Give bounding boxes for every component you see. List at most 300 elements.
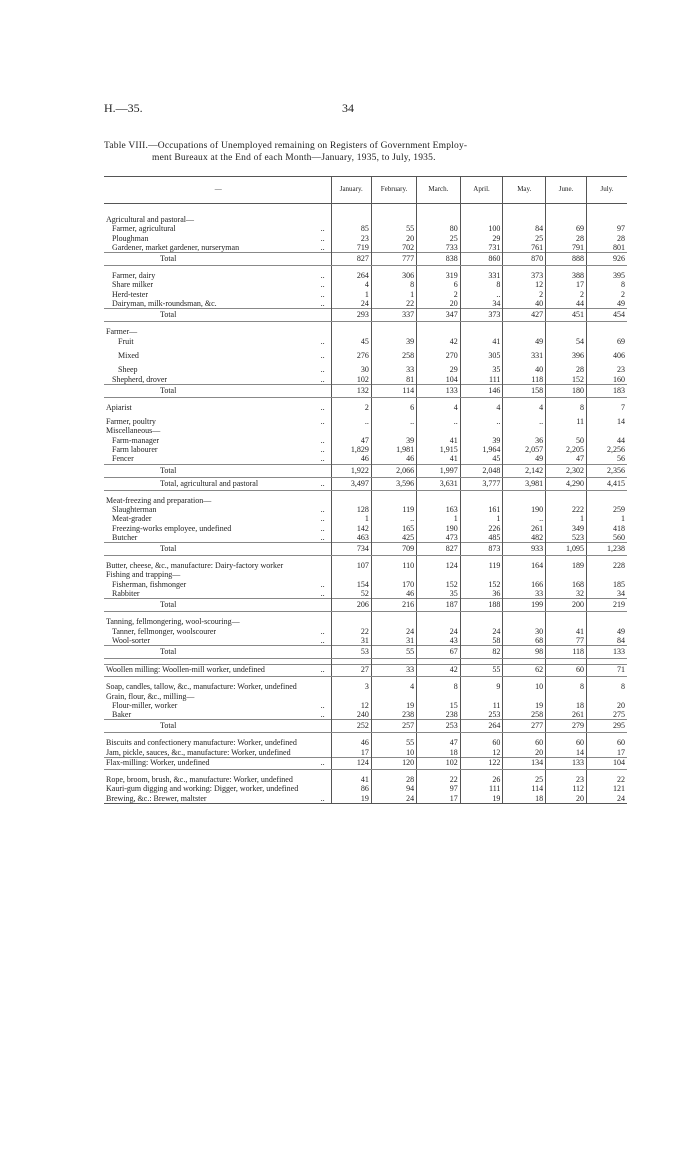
value-cell: 275 xyxy=(587,710,627,720)
occupation-label-text: Farm-manager xyxy=(112,435,160,445)
value-cell: 190 xyxy=(503,505,546,514)
value-cell xyxy=(331,570,371,579)
value-cell xyxy=(460,692,503,701)
value-cell: 44 xyxy=(587,436,627,445)
value-cell xyxy=(371,327,416,336)
value-cell: 733 xyxy=(417,243,461,253)
month-column-header: June. xyxy=(546,177,587,204)
value-cell: 118 xyxy=(546,646,587,659)
value-cell: 1,238 xyxy=(587,543,627,556)
table-row xyxy=(104,589,627,599)
table-row xyxy=(104,234,627,243)
leader-dots: .. xyxy=(320,523,325,533)
occupation-label xyxy=(104,445,331,454)
occupation-label-text: Slaughterman xyxy=(112,504,157,514)
value-cell xyxy=(331,617,371,626)
value-cell: 183 xyxy=(587,384,627,397)
value-cell: 31 xyxy=(371,636,416,646)
value-cell: 261 xyxy=(503,524,546,533)
value-cell xyxy=(371,570,416,579)
value-cell: 47 xyxy=(331,436,371,445)
value-cell: 2,205 xyxy=(546,445,587,454)
leader-dots: .. xyxy=(320,665,325,675)
value-cell: 24 xyxy=(460,627,503,636)
value-cell: 82 xyxy=(460,646,503,659)
value-cell xyxy=(587,215,627,224)
occupation-label xyxy=(104,271,331,280)
leader-dots: .. xyxy=(320,478,325,488)
table-row xyxy=(104,682,627,691)
occupation-label-text: Miscellaneous— xyxy=(106,426,161,436)
month-column-header: May. xyxy=(503,177,546,204)
value-cell: 2,066 xyxy=(371,464,416,477)
value-cell: 14 xyxy=(587,417,627,426)
table-row xyxy=(104,738,627,747)
leader-dots: .. xyxy=(320,242,325,252)
value-cell: 1,095 xyxy=(546,543,587,556)
value-cell: 133 xyxy=(546,757,587,769)
value-cell xyxy=(371,215,416,224)
value-cell xyxy=(417,496,461,505)
value-cell: 39 xyxy=(371,436,416,445)
value-cell: 331 xyxy=(503,351,546,360)
value-cell: 7 xyxy=(587,403,627,412)
value-cell: 45 xyxy=(331,337,371,346)
value-cell: 870 xyxy=(503,253,546,266)
leader-dots: .. xyxy=(320,224,325,234)
value-cell: 4 xyxy=(331,280,371,289)
table-title-line-1: Table VIII.—Occupations of Unemployed remaining on Registers of Government Employ- xyxy=(104,141,468,151)
value-cell: 67 xyxy=(417,646,461,659)
value-cell: 187 xyxy=(417,599,461,612)
value-cell: 188 xyxy=(460,599,503,612)
value-cell: 168 xyxy=(546,580,587,589)
leader-dots: .. xyxy=(320,417,325,427)
value-cell: 276 xyxy=(331,351,371,360)
table-row xyxy=(104,224,627,233)
value-cell: 731 xyxy=(460,243,503,253)
value-cell: 1 xyxy=(331,290,371,299)
value-cell: 17 xyxy=(331,748,371,758)
occupation-label-text: Farmer, poultry xyxy=(106,417,156,427)
occupation-label-text: Total xyxy=(160,600,177,610)
value-cell: 30 xyxy=(503,627,546,636)
value-cell xyxy=(417,215,461,224)
value-cell: 97 xyxy=(587,224,627,233)
occupation-label-text: Dairyman, milk-roundsman, &c. xyxy=(112,299,217,309)
value-cell: 11 xyxy=(460,701,503,710)
value-cell: 55 xyxy=(460,665,503,677)
value-cell: 454 xyxy=(587,309,627,322)
value-cell: 40 xyxy=(503,365,546,374)
value-cell: 219 xyxy=(587,599,627,612)
value-cell: 46 xyxy=(371,589,416,599)
occupation-label xyxy=(104,224,331,233)
value-cell: .. xyxy=(503,417,546,426)
value-cell: 50 xyxy=(546,436,587,445)
value-cell: 121 xyxy=(587,784,627,793)
leader-dots: .. xyxy=(320,504,325,514)
value-cell: 8 xyxy=(546,682,587,691)
value-cell: 3,596 xyxy=(371,477,416,490)
leader-dots: .. xyxy=(320,435,325,445)
value-cell: 253 xyxy=(460,710,503,720)
occupation-label-text: Fishing and trapping— xyxy=(106,570,181,580)
value-cell: 49 xyxy=(503,454,546,464)
value-cell xyxy=(460,570,503,579)
value-cell: 69 xyxy=(546,224,587,233)
value-cell: 111 xyxy=(460,784,503,793)
value-cell: 55 xyxy=(371,738,416,747)
occupation-label-text: Freezing-works employee, undefined xyxy=(112,523,232,533)
occupation-label xyxy=(104,524,331,533)
occupation-label xyxy=(104,514,331,523)
value-cell xyxy=(460,496,503,505)
value-cell: 2 xyxy=(503,290,546,299)
value-cell: 158 xyxy=(503,384,546,397)
value-cell: 161 xyxy=(460,505,503,514)
value-cell: 451 xyxy=(546,309,587,322)
value-cell: 119 xyxy=(460,561,503,570)
leader-dots: .. xyxy=(320,757,325,767)
value-cell: 18 xyxy=(503,794,546,804)
group-heading-row xyxy=(104,327,627,336)
leader-dots: .. xyxy=(320,626,325,636)
value-cell: 3,777 xyxy=(460,477,503,490)
value-cell: 35 xyxy=(417,589,461,599)
value-cell xyxy=(503,215,546,224)
value-cell: 258 xyxy=(503,710,546,720)
spacer-cell xyxy=(371,204,416,216)
value-cell xyxy=(460,617,503,626)
occupation-label xyxy=(104,243,331,253)
value-cell: 485 xyxy=(460,533,503,543)
value-cell xyxy=(460,215,503,224)
occupation-label-text: Wool-sorter xyxy=(112,635,151,645)
value-cell: 860 xyxy=(460,253,503,266)
value-cell: 3 xyxy=(331,682,371,691)
value-cell: .. xyxy=(417,417,461,426)
value-cell: 347 xyxy=(417,309,461,322)
value-cell: 24 xyxy=(417,627,461,636)
month-column-header: January. xyxy=(331,177,371,204)
value-cell xyxy=(587,570,627,579)
occupation-label xyxy=(104,384,331,397)
value-cell: 22 xyxy=(331,627,371,636)
occupation-label-text: Ploughman xyxy=(112,233,149,243)
group-heading-row xyxy=(104,426,627,435)
value-cell: 373 xyxy=(503,271,546,280)
value-cell xyxy=(371,692,416,701)
value-cell xyxy=(460,327,503,336)
value-cell: 49 xyxy=(503,337,546,346)
value-cell: 33 xyxy=(371,665,416,677)
value-cell: 222 xyxy=(546,505,587,514)
value-cell: 20 xyxy=(503,748,546,758)
month-column-header: February. xyxy=(371,177,416,204)
value-cell: 2,048 xyxy=(460,464,503,477)
value-cell: 305 xyxy=(460,351,503,360)
value-cell: 19 xyxy=(503,701,546,710)
value-cell: 261 xyxy=(546,710,587,720)
total-row xyxy=(104,253,627,266)
value-cell: 46 xyxy=(331,454,371,464)
value-cell: 1 xyxy=(460,514,503,523)
value-cell: 933 xyxy=(503,543,546,556)
value-cell: 42 xyxy=(417,337,461,346)
value-cell: 152 xyxy=(417,580,461,589)
value-cell: 41 xyxy=(417,436,461,445)
occupation-label xyxy=(104,351,331,360)
value-cell xyxy=(587,426,627,435)
value-cell: 25 xyxy=(503,234,546,243)
occupation-label-text: Total xyxy=(160,254,177,264)
leader-dots: .. xyxy=(320,350,325,360)
value-cell: 270 xyxy=(417,351,461,360)
table-row xyxy=(104,351,627,360)
table-row xyxy=(104,417,627,426)
value-cell: 216 xyxy=(371,599,416,612)
value-cell: 2 xyxy=(587,290,627,299)
value-cell: 22 xyxy=(371,299,416,309)
value-cell: 122 xyxy=(460,757,503,769)
value-cell: 41 xyxy=(546,627,587,636)
value-cell: .. xyxy=(460,290,503,299)
value-cell: 119 xyxy=(371,505,416,514)
value-cell xyxy=(417,570,461,579)
value-cell: 240 xyxy=(331,710,371,720)
value-cell: 132 xyxy=(331,384,371,397)
table-row xyxy=(104,299,627,309)
value-cell: 19 xyxy=(371,701,416,710)
value-cell: 28 xyxy=(371,775,416,784)
value-cell: 47 xyxy=(546,454,587,464)
occupation-label-text: Total, agricultural and pastoral xyxy=(160,478,259,488)
value-cell: 199 xyxy=(503,599,546,612)
value-cell: 8 xyxy=(371,280,416,289)
occupation-label xyxy=(104,636,331,646)
value-cell: 34 xyxy=(460,299,503,309)
occupation-label xyxy=(104,617,331,626)
value-cell: 24 xyxy=(371,627,416,636)
occupation-label xyxy=(104,365,331,374)
value-cell: 42 xyxy=(417,665,461,677)
value-cell: 47 xyxy=(417,738,461,747)
spacer-cell xyxy=(331,204,371,216)
value-cell: 4,290 xyxy=(546,477,587,490)
value-cell xyxy=(546,617,587,626)
value-cell: 84 xyxy=(503,224,546,233)
occupation-label xyxy=(104,570,331,579)
value-cell: 31 xyxy=(331,636,371,646)
value-cell: 14 xyxy=(546,748,587,758)
value-cell: 124 xyxy=(331,757,371,769)
value-cell xyxy=(460,426,503,435)
occupation-label-text: Fisherman, fishmonger xyxy=(112,579,187,589)
occupation-label-text: Total xyxy=(160,544,177,554)
value-cell: 1 xyxy=(417,514,461,523)
value-cell: 85 xyxy=(331,224,371,233)
value-cell xyxy=(331,327,371,336)
total-row xyxy=(104,599,627,612)
value-cell: 11 xyxy=(546,417,587,426)
value-cell: 2 xyxy=(331,403,371,412)
value-cell: 52 xyxy=(331,589,371,599)
value-cell: 20 xyxy=(371,234,416,243)
value-cell: 838 xyxy=(417,253,461,266)
value-cell: 55 xyxy=(371,646,416,659)
value-cell: 264 xyxy=(331,271,371,280)
value-cell: 23 xyxy=(331,234,371,243)
value-cell: .. xyxy=(371,514,416,523)
table-row xyxy=(104,533,627,543)
value-cell: 102 xyxy=(417,757,461,769)
occupation-label-text: Farm labourer xyxy=(112,445,158,455)
value-cell: 170 xyxy=(371,580,416,589)
occupation-label-text: Sheep xyxy=(118,365,138,375)
occupation-label-text: Jam, pickle, sauces, &c., manufacture: Worker, undefined xyxy=(106,747,291,757)
value-cell: 25 xyxy=(417,234,461,243)
leader-dots: .. xyxy=(320,635,325,645)
occupation-label xyxy=(104,692,331,701)
value-cell: 12 xyxy=(460,748,503,758)
table-row xyxy=(104,365,627,374)
value-cell xyxy=(371,496,416,505)
value-cell: 60 xyxy=(460,738,503,747)
occupation-label xyxy=(104,682,331,691)
value-cell: 120 xyxy=(371,757,416,769)
value-cell: 337 xyxy=(371,309,416,322)
value-cell: 100 xyxy=(460,224,503,233)
value-cell: 160 xyxy=(587,375,627,385)
occupation-label xyxy=(104,299,331,309)
leader-dots: .. xyxy=(320,454,325,464)
value-cell: 53 xyxy=(331,646,371,659)
occupation-label xyxy=(104,215,331,224)
value-cell: 295 xyxy=(587,720,627,733)
value-cell: 35 xyxy=(460,365,503,374)
value-cell: 26 xyxy=(460,775,503,784)
table-row xyxy=(104,290,627,299)
value-cell: 27 xyxy=(331,665,371,677)
table-row xyxy=(104,403,627,412)
value-cell: 4 xyxy=(417,403,461,412)
value-cell: .. xyxy=(331,417,371,426)
value-cell: 1,829 xyxy=(331,445,371,454)
value-cell: 110 xyxy=(371,561,416,570)
spacer-cell xyxy=(104,204,331,216)
value-cell: 164 xyxy=(503,561,546,570)
value-cell: 10 xyxy=(371,748,416,758)
table-row xyxy=(104,794,627,804)
value-cell: 200 xyxy=(546,599,587,612)
value-cell xyxy=(546,692,587,701)
spacer-cell xyxy=(503,204,546,216)
table-row xyxy=(104,375,627,385)
value-cell: 60 xyxy=(503,738,546,747)
leader-dots: .. xyxy=(320,299,325,309)
value-cell: 277 xyxy=(503,720,546,733)
value-cell xyxy=(371,617,416,626)
value-cell: 39 xyxy=(371,337,416,346)
value-cell: .. xyxy=(460,417,503,426)
value-cell: 166 xyxy=(503,580,546,589)
table-row xyxy=(104,445,627,454)
table-row xyxy=(104,514,627,523)
value-cell: 33 xyxy=(503,589,546,599)
value-cell xyxy=(503,692,546,701)
value-cell: 12 xyxy=(503,280,546,289)
occupation-label xyxy=(104,589,331,599)
occupation-label xyxy=(104,561,331,570)
value-cell xyxy=(546,215,587,224)
value-cell xyxy=(331,426,371,435)
total-row xyxy=(104,477,627,490)
table-title xyxy=(104,140,604,164)
value-cell xyxy=(587,327,627,336)
value-cell: 55 xyxy=(371,224,416,233)
value-cell: 86 xyxy=(331,784,371,793)
value-cell: .. xyxy=(371,417,416,426)
occupation-label-text: Shepherd, drover xyxy=(112,374,168,384)
value-cell: 319 xyxy=(417,271,461,280)
occupation-label xyxy=(104,290,331,299)
value-cell: 1 xyxy=(331,514,371,523)
value-cell: 264 xyxy=(460,720,503,733)
value-cell: 41 xyxy=(331,775,371,784)
occupation-label-text: Brewing, &c.: Brewer, maltster xyxy=(106,793,207,803)
occupation-label-text: Herd-tester xyxy=(112,289,148,299)
value-cell xyxy=(546,327,587,336)
value-cell: 926 xyxy=(587,253,627,266)
occupation-label xyxy=(104,337,331,346)
occupations-table xyxy=(104,176,627,804)
occupation-label-text: Agricultural and pastoral— xyxy=(106,215,194,224)
value-cell xyxy=(503,570,546,579)
value-cell: 23 xyxy=(587,365,627,374)
value-cell: 24 xyxy=(371,794,416,804)
value-cell: 252 xyxy=(331,720,371,733)
table-row xyxy=(104,337,627,346)
value-cell: 1,915 xyxy=(417,445,461,454)
spacer-cell xyxy=(460,204,503,216)
value-cell xyxy=(587,496,627,505)
value-cell: 41 xyxy=(417,454,461,464)
value-cell: 2,142 xyxy=(503,464,546,477)
table-row xyxy=(104,636,627,646)
value-cell: 873 xyxy=(460,543,503,556)
value-cell: 523 xyxy=(546,533,587,543)
occupation-label-text: Meat-grader xyxy=(112,514,152,524)
value-cell: 3,981 xyxy=(503,477,546,490)
value-cell: 8 xyxy=(417,682,461,691)
occupation-label xyxy=(104,327,331,336)
value-cell: 30 xyxy=(331,365,371,374)
value-cell xyxy=(587,692,627,701)
value-cell xyxy=(503,426,546,435)
value-cell: 24 xyxy=(331,299,371,309)
table-row xyxy=(104,748,627,758)
value-cell: 4 xyxy=(503,403,546,412)
value-cell: 146 xyxy=(460,384,503,397)
value-cell: 258 xyxy=(371,351,416,360)
value-cell: 36 xyxy=(503,436,546,445)
value-cell: 719 xyxy=(331,243,371,253)
value-cell: 388 xyxy=(546,271,587,280)
value-cell: 17 xyxy=(546,280,587,289)
value-cell: 2,302 xyxy=(546,464,587,477)
value-cell: 4 xyxy=(371,682,416,691)
